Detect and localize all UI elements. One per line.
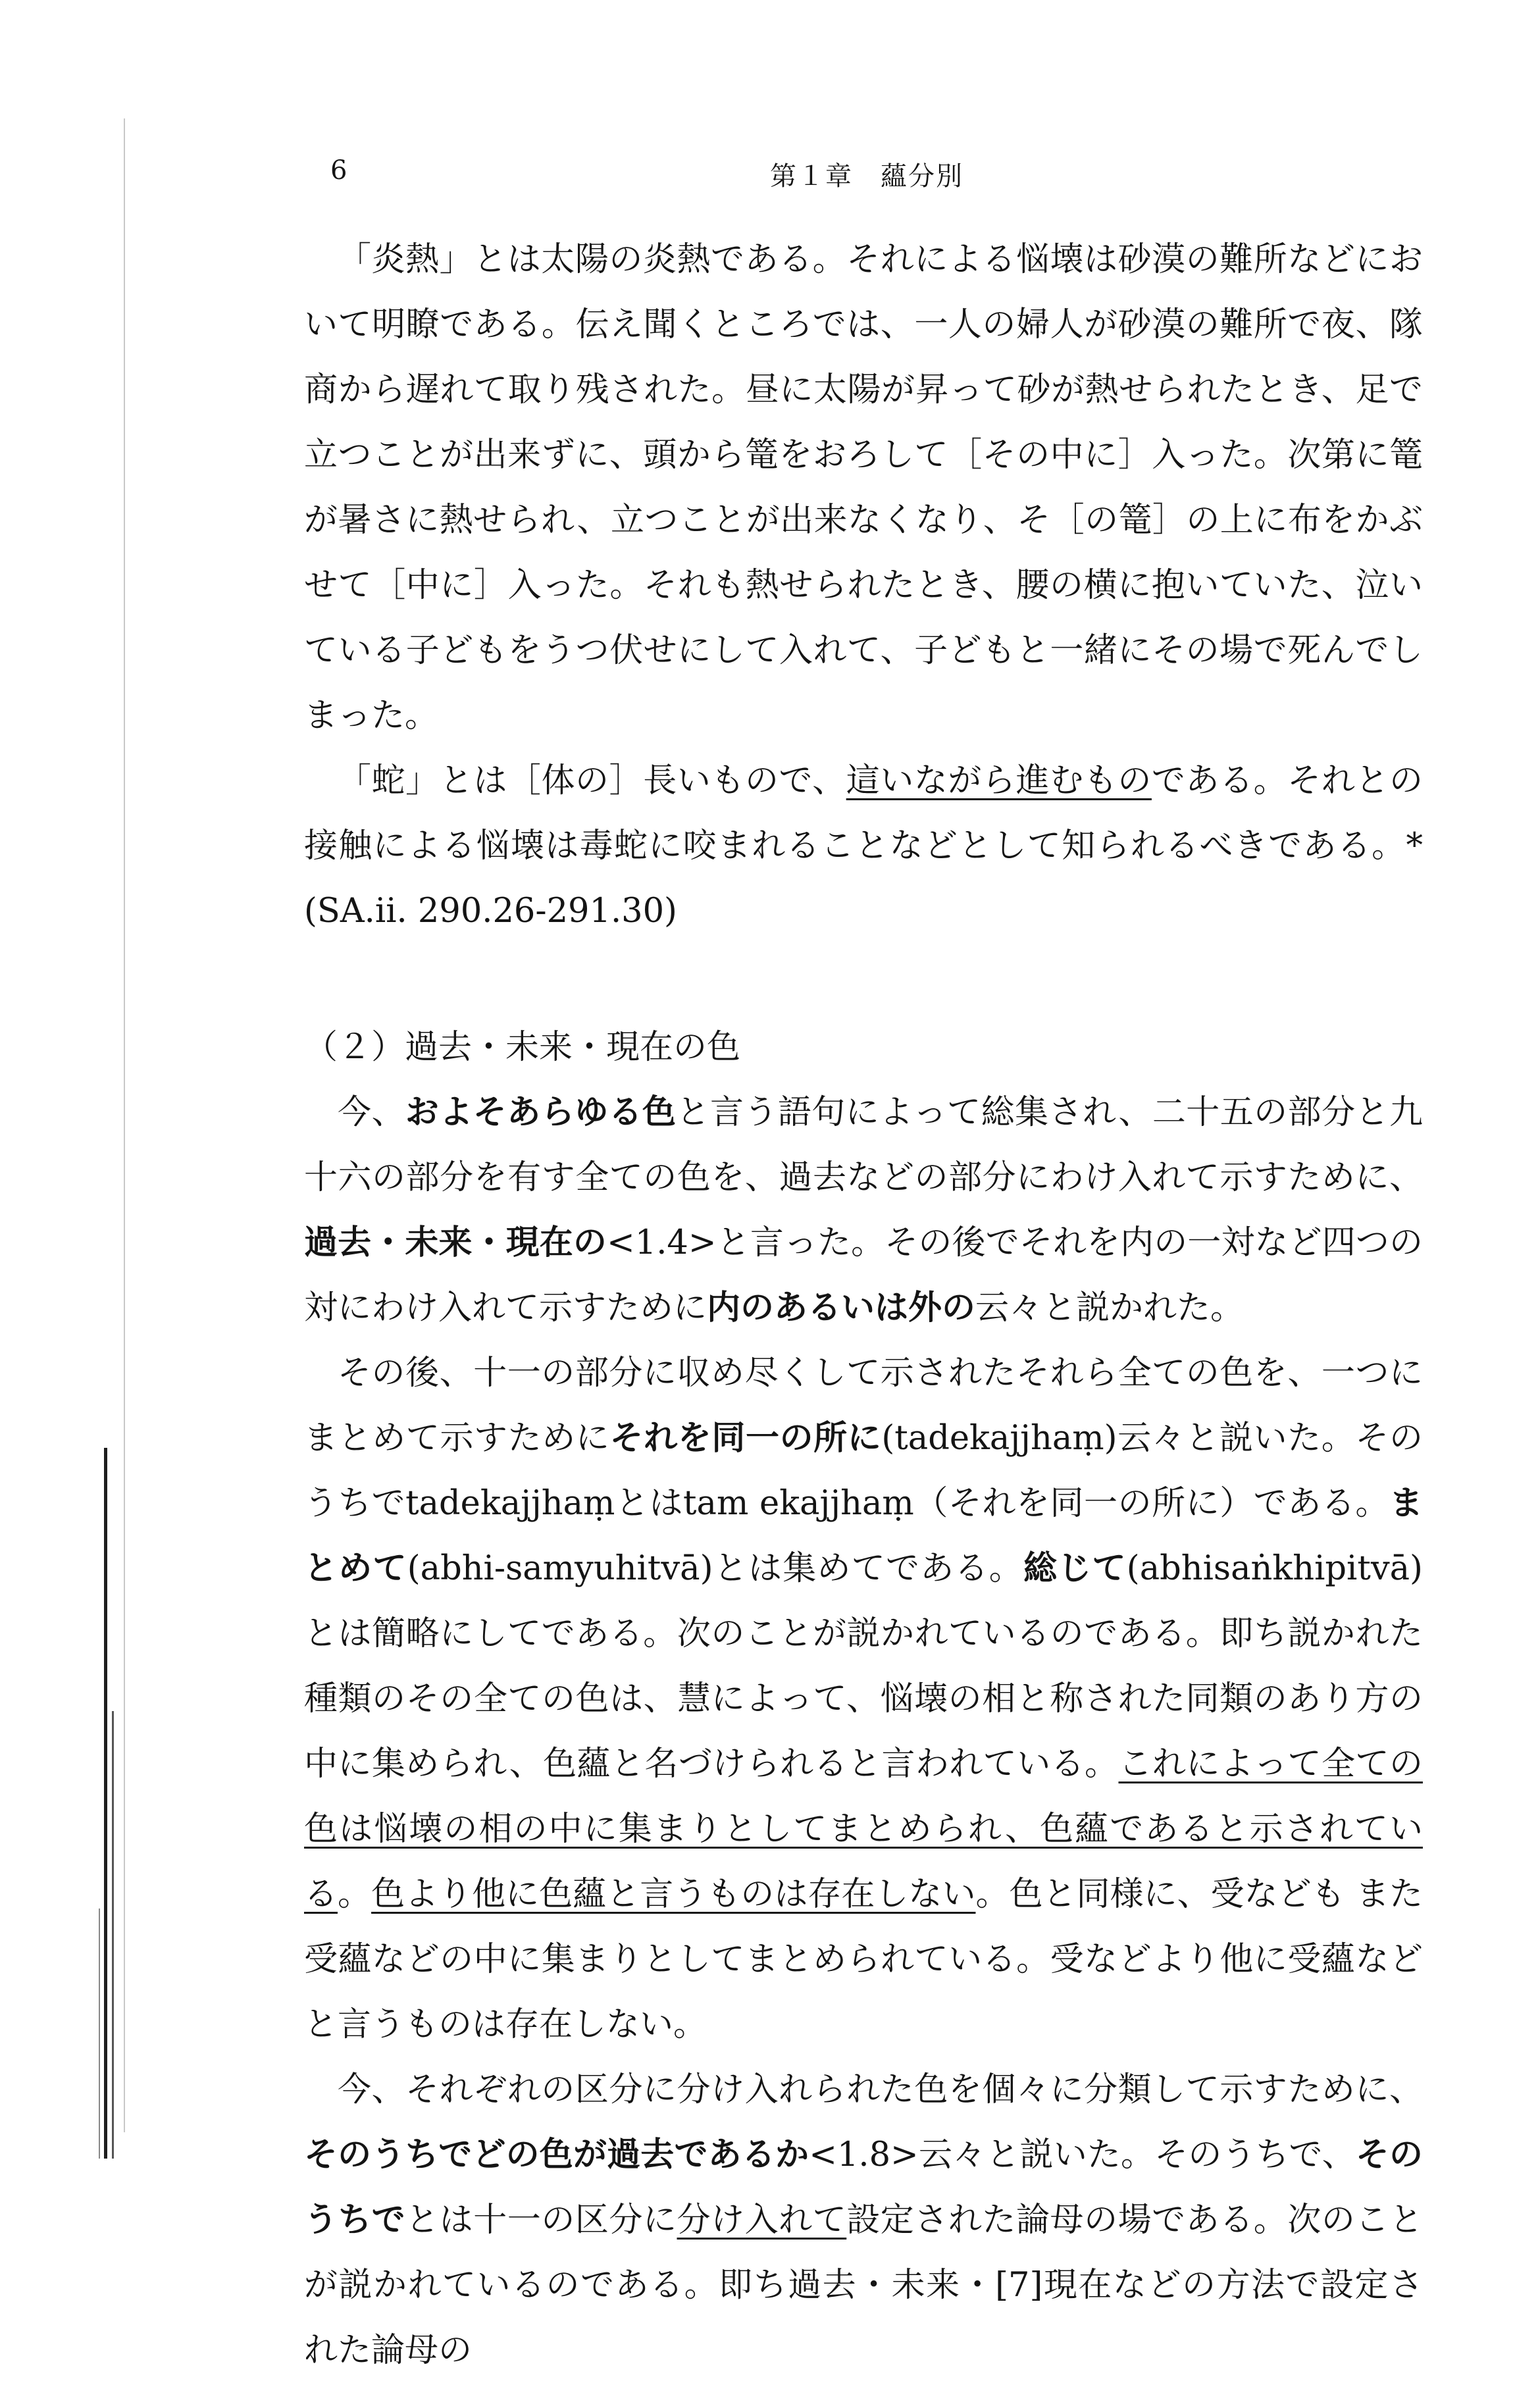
underlined-phrase: これによって全ての色は悩壊の相の中に集まりとしてまとめられ、色蘊であると示されている <box>304 1745 1423 1914</box>
paragraph-classification <box>304 2057 1423 2383</box>
text-run: 。 <box>338 1875 372 1914</box>
page-header <box>0 155 1540 195</box>
bold-term: 内のあるいは外の <box>707 1289 976 1327</box>
scan-binding-line <box>99 1909 100 2159</box>
bold-term: それを同一の所に <box>609 1419 882 1458</box>
text-run: (abhisaṅkhipitvā)とは簡略にしてである。次のことが説かれているのである。即ち説かれた種類のその全ての色は、慧によって、悩壊の相と称された同類のあり方の中に集められ、色蘊と名づけられると言われている。 <box>304 1549 1423 1783</box>
page-number: 6 <box>330 155 347 186</box>
paragraph-snake <box>304 748 1423 944</box>
text-run: と言う語句によって総集され、二十五の部分と九十六の部分を有す全ての色を、過去などの部分にわけ入れて示すために、 <box>304 1093 1423 1197</box>
text-run: その後、十一の部分に収め尽くして示されたそれら全ての色を、一つにまとめて示すために <box>304 1354 1423 1458</box>
underlined-phrase: 分け入れて <box>677 2201 847 2240</box>
paragraph-aggregate <box>304 1341 1423 2057</box>
text-run: 。色と同様に、受なども また受蘊などの中に集まりとしてまとめられている。受などより他に受蘊などと言うものは存在しない。 <box>304 1875 1423 2044</box>
paragraph-heat <box>304 227 1423 748</box>
text-run: とは十一の区分に <box>405 2201 677 2240</box>
text-run: 「蛇」とは［体の］長いもので、 <box>338 761 846 800</box>
text-run: (tadekajjhaṃ)云々と説いた。そのうちでtadekajjhaṃとはtam ekajjhaṃ（それを同一の所に）である。 <box>304 1419 1423 1523</box>
underlined-phrase: 色より他に色蘊と言うものは存在しない <box>371 1875 976 1914</box>
text-run: 今、 <box>338 1093 405 1132</box>
bold-term: そのうちでどの色が過去であるか <box>304 2136 809 2174</box>
text-run: (abhi-samyuhitvā)とは集めてである。 <box>407 1549 1024 1588</box>
text-run: である。それとの接触による悩壊は毒蛇に咬まれることなどとして知られるべきである。*(SA.ii. 290.26-291.30) <box>304 761 1423 931</box>
chapter-title: 第１章 蘊分別 <box>770 161 963 192</box>
scan-binding-line <box>104 1448 107 2159</box>
text-run: <1.8>云々と説いた。そのうちで、 <box>809 2136 1356 2174</box>
text-run: 云々と説かれた。 <box>975 1289 1245 1327</box>
bold-term: およそあらゆる色 <box>405 1093 677 1132</box>
underlined-phrase: 這いながら進むもの <box>846 761 1152 800</box>
text-run: 「炎熱」とは太陽の炎熱である。それによる悩壊は砂漠の難所などにおいて明瞭である。伝え聞くところでは、一人の婦人が砂漠の難所で夜、隊商から遅れて取り残された。昼に太陽が昇って砂が熱せられたとき、足で立つことが出来ずに、頭から篭をおろして［その中に］入った。次第に篭が暑さに熱せられ、立つことが出来なくなり、そ［の篭］の上に布をかぶせて［中に］入った。それも熱せられたとき、腰の横に抱いていた、泣いている子どもをうつ伏せにして入れて、子どもと一緒にその場で死んでしまった。 <box>304 240 1423 735</box>
section-heading: （２）過去・未来・現在の色 <box>304 1028 741 1067</box>
scan-binding-line <box>112 1711 114 2159</box>
paragraph-past-future-present <box>304 1080 1423 1341</box>
bold-term: 過去・未来・現在の <box>304 1223 607 1262</box>
scan-edge-shadow <box>124 118 125 2132</box>
bold-term: そのうちで <box>304 2136 1423 2240</box>
text-run: 設定された論母の場である。次のことが説かれているのである。即ち過去・未来・[7]現在などの方法で設定された論母の <box>304 2201 1423 2370</box>
text-run: <1.4>と言った。その後でそれを内の一対など四つの対にわけ入れて示すために <box>304 1223 1423 1327</box>
text-run: 今、それぞれの区分に分け入れられた色を個々に分類して示すために、 <box>338 2070 1423 2109</box>
bold-term: 総じて <box>1023 1549 1127 1588</box>
page-body <box>304 227 1423 2383</box>
bold-term: まとめて <box>304 1484 1423 1588</box>
